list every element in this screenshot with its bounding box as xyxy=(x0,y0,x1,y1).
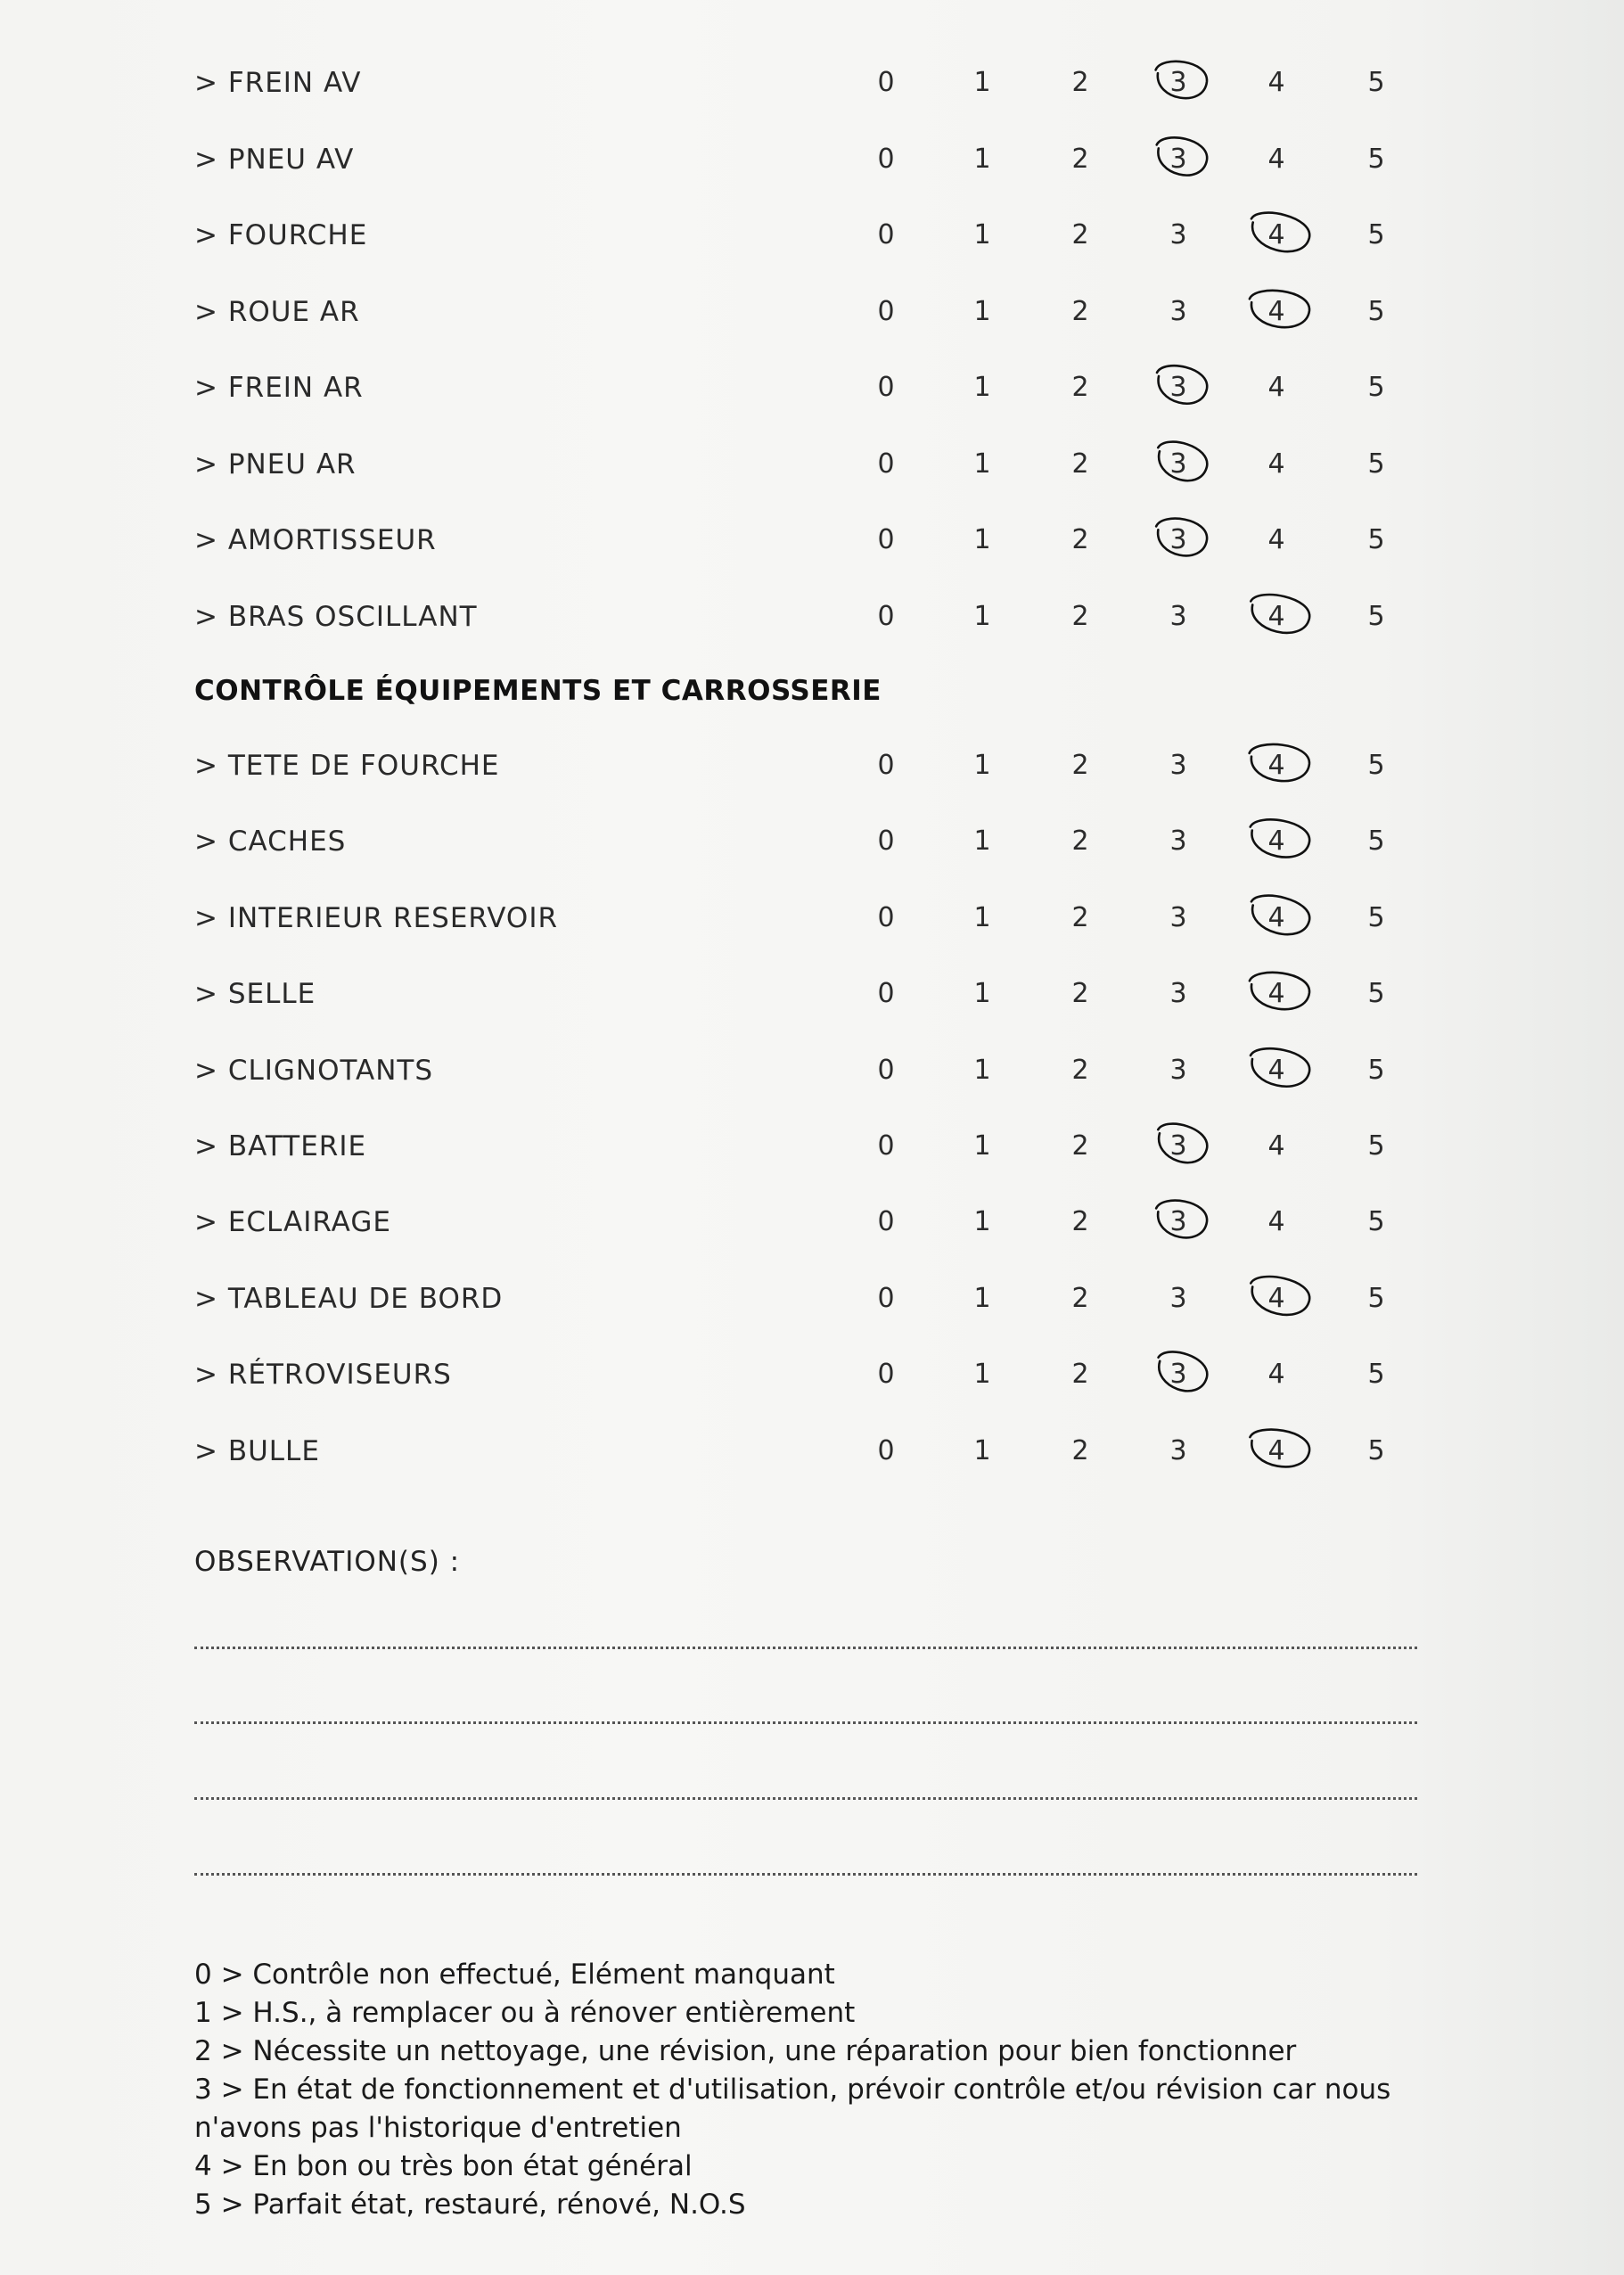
rating-option-5[interactable]: 5 xyxy=(1367,524,1385,555)
rating-option-3[interactable]: 3 xyxy=(1169,1206,1187,1238)
inspection-row xyxy=(0,815,1624,868)
rating-option-0[interactable]: 0 xyxy=(877,978,895,1010)
rating-option-1[interactable]: 1 xyxy=(973,448,991,480)
rating-option-0[interactable]: 0 xyxy=(877,219,895,250)
rating-option-4[interactable]: 4 xyxy=(1267,67,1285,98)
rating-option-3[interactable]: 3 xyxy=(1169,1282,1187,1314)
rating-option-2[interactable]: 2 xyxy=(1071,1130,1089,1162)
rating-option-0[interactable]: 0 xyxy=(877,600,895,632)
inspection-item-label: > FOURCHE xyxy=(194,219,368,251)
rating-option-5[interactable]: 5 xyxy=(1367,1206,1385,1238)
rating-option-1[interactable]: 1 xyxy=(973,219,991,250)
section-title: CONTRÔLE ÉQUIPEMENTS ET CARROSSERIE xyxy=(194,675,882,707)
rating-option-5[interactable]: 5 xyxy=(1367,143,1385,175)
rating-option-4[interactable]: 4 xyxy=(1267,524,1285,555)
inspection-row xyxy=(0,1272,1624,1326)
rating-option-4[interactable]: 4 xyxy=(1267,143,1285,175)
inspection-row xyxy=(0,1425,1624,1478)
rating-option-3[interactable]: 3 xyxy=(1169,372,1187,403)
inspection-row xyxy=(0,361,1624,415)
rating-option-0[interactable]: 0 xyxy=(877,67,895,98)
rating-option-1[interactable]: 1 xyxy=(973,978,991,1010)
observation-line xyxy=(194,1721,1417,1724)
rating-option-5[interactable]: 5 xyxy=(1367,219,1385,250)
rating-option-4[interactable]: 4 xyxy=(1267,901,1285,933)
rating-option-5[interactable]: 5 xyxy=(1367,1434,1385,1466)
rating-option-0[interactable]: 0 xyxy=(877,1434,895,1466)
inspection-item-label: > CLIGNOTANTS xyxy=(194,1054,434,1087)
legend-item: 2 > Nécessite un nettoyage, une révision, une réparation pour bien fonctionner xyxy=(194,2035,1297,2067)
inspection-item-label: > ECLAIRAGE xyxy=(194,1206,391,1239)
rating-option-0[interactable]: 0 xyxy=(877,372,895,403)
rating-option-2[interactable]: 2 xyxy=(1071,1359,1089,1391)
inspection-item-label: > BULLE xyxy=(194,1434,320,1467)
rating-option-5[interactable]: 5 xyxy=(1367,901,1385,933)
inspection-row xyxy=(0,967,1624,1021)
rating-option-2[interactable]: 2 xyxy=(1071,825,1089,858)
rating-option-0[interactable]: 0 xyxy=(877,1054,895,1086)
inspection-row xyxy=(0,1348,1624,1401)
rating-option-4[interactable]: 4 xyxy=(1267,825,1285,858)
rating-option-1[interactable]: 1 xyxy=(973,1282,991,1314)
rating-option-2[interactable]: 2 xyxy=(1071,1054,1089,1086)
rating-option-3[interactable]: 3 xyxy=(1169,448,1187,480)
rating-option-4[interactable]: 4 xyxy=(1267,1054,1285,1086)
rating-option-0[interactable]: 0 xyxy=(877,524,895,555)
rating-option-1[interactable]: 1 xyxy=(973,524,991,555)
inspection-item-label: > ROUE AR xyxy=(194,295,360,328)
rating-option-4[interactable]: 4 xyxy=(1267,1282,1285,1314)
rating-option-1[interactable]: 1 xyxy=(973,67,991,98)
inspection-row xyxy=(0,438,1624,491)
inspection-row xyxy=(0,739,1624,793)
rating-option-1[interactable]: 1 xyxy=(973,825,991,858)
rating-option-2[interactable]: 2 xyxy=(1071,372,1089,403)
rating-option-4[interactable]: 4 xyxy=(1267,295,1285,327)
inspection-row xyxy=(0,1120,1624,1173)
rating-option-2[interactable]: 2 xyxy=(1071,750,1089,781)
rating-option-2[interactable]: 2 xyxy=(1071,1282,1089,1314)
rating-option-0[interactable]: 0 xyxy=(877,143,895,175)
rating-option-1[interactable]: 1 xyxy=(973,295,991,327)
inspection-item-label: > INTERIEUR RESERVOIR xyxy=(194,901,559,934)
legend-item: 3 > En état de fonctionnement et d'utilisation, prévoir contrôle et/ou révision car nous n'avons pas l'historique d'entretien xyxy=(194,2074,1391,2144)
inspection-row xyxy=(0,891,1624,945)
observations-label: OBSERVATION(S) : xyxy=(194,1546,461,1578)
rating-option-2[interactable]: 2 xyxy=(1071,295,1089,327)
rating-option-1[interactable]: 1 xyxy=(973,1130,991,1162)
inspection-item-label: > BATTERIE xyxy=(194,1130,367,1162)
legend-item: 1 > H.S., à remplacer ou à rénover entièrement xyxy=(194,1997,856,2029)
rating-option-1[interactable]: 1 xyxy=(973,901,991,933)
inspection-item-label: > TETE DE FOURCHE xyxy=(194,750,500,782)
rating-option-3[interactable]: 3 xyxy=(1169,295,1187,327)
rating-option-5[interactable]: 5 xyxy=(1367,372,1385,403)
rating-option-0[interactable]: 0 xyxy=(877,750,895,781)
rating-option-1[interactable]: 1 xyxy=(973,600,991,632)
inspection-row xyxy=(0,513,1624,567)
inspection-row xyxy=(0,209,1624,262)
rating-option-2[interactable]: 2 xyxy=(1071,600,1089,632)
inspection-item-label: > RÉTROVISEURS xyxy=(194,1359,452,1392)
rating-option-2[interactable]: 2 xyxy=(1071,1434,1089,1466)
rating-option-3[interactable]: 3 xyxy=(1169,1054,1187,1086)
rating-option-0[interactable]: 0 xyxy=(877,448,895,480)
rating-option-2[interactable]: 2 xyxy=(1071,67,1089,98)
inspection-row xyxy=(0,285,1624,339)
inspection-item-label: > PNEU AR xyxy=(194,448,357,480)
rating-option-3[interactable]: 3 xyxy=(1169,143,1187,175)
rating-option-3[interactable]: 3 xyxy=(1169,901,1187,933)
inspection-row xyxy=(0,1195,1624,1249)
rating-option-1[interactable]: 1 xyxy=(973,750,991,781)
inspection-item-label: > AMORTISSEUR xyxy=(194,524,437,556)
inspection-item-label: > SELLE xyxy=(194,978,316,1011)
rating-option-4[interactable]: 4 xyxy=(1267,750,1285,781)
inspection-item-label: > TABLEAU DE BORD xyxy=(194,1282,504,1315)
rating-option-4[interactable]: 4 xyxy=(1267,372,1285,403)
rating-option-5[interactable]: 5 xyxy=(1367,825,1385,858)
rating-option-1[interactable]: 1 xyxy=(973,372,991,403)
legend-item: 5 > Parfait état, restauré, rénové, N.O.S xyxy=(194,2189,746,2221)
rating-option-2[interactable]: 2 xyxy=(1071,524,1089,555)
rating-option-4[interactable]: 4 xyxy=(1267,448,1285,480)
rating-option-3[interactable]: 3 xyxy=(1169,1130,1187,1162)
rating-option-5[interactable]: 5 xyxy=(1367,67,1385,98)
inspection-row xyxy=(0,56,1624,110)
rating-option-3[interactable]: 3 xyxy=(1169,1434,1187,1466)
inspection-row xyxy=(0,590,1624,644)
legend-item: 0 > Contrôle non effectué, Elément manquant xyxy=(194,1959,835,1991)
rating-option-2[interactable]: 2 xyxy=(1071,901,1089,933)
rating-option-1[interactable]: 1 xyxy=(973,1054,991,1086)
observation-line xyxy=(194,1873,1417,1876)
rating-option-5[interactable]: 5 xyxy=(1367,295,1385,327)
rating-option-1[interactable]: 1 xyxy=(973,1359,991,1391)
rating-option-4[interactable]: 4 xyxy=(1267,1434,1285,1466)
rating-option-3[interactable]: 3 xyxy=(1169,825,1187,858)
rating-option-0[interactable]: 0 xyxy=(877,1130,895,1162)
rating-option-1[interactable]: 1 xyxy=(973,1434,991,1466)
inspection-item-label: > CACHES xyxy=(194,825,347,858)
rating-option-3[interactable]: 3 xyxy=(1169,978,1187,1010)
inspection-row xyxy=(0,1044,1624,1097)
rating-option-4[interactable]: 4 xyxy=(1267,978,1285,1010)
rating-option-4[interactable]: 4 xyxy=(1267,1359,1285,1391)
rating-option-0[interactable]: 0 xyxy=(877,825,895,858)
rating-option-3[interactable]: 3 xyxy=(1169,600,1187,632)
inspection-item-label: > FREIN AV xyxy=(194,67,362,99)
rating-option-2[interactable]: 2 xyxy=(1071,1206,1089,1238)
rating-option-3[interactable]: 3 xyxy=(1169,750,1187,781)
observation-line xyxy=(194,1647,1417,1649)
rating-option-4[interactable]: 4 xyxy=(1267,219,1285,250)
inspection-item-label: > PNEU AV xyxy=(194,143,355,176)
rating-option-1[interactable]: 1 xyxy=(973,143,991,175)
rating-option-3[interactable]: 3 xyxy=(1169,1359,1187,1391)
rating-option-0[interactable]: 0 xyxy=(877,1359,895,1391)
rating-option-5[interactable]: 5 xyxy=(1367,448,1385,480)
rating-option-2[interactable]: 2 xyxy=(1071,978,1089,1010)
inspection-row xyxy=(0,133,1624,186)
rating-option-5[interactable]: 5 xyxy=(1367,1359,1385,1391)
rating-option-0[interactable]: 0 xyxy=(877,1282,895,1314)
rating-option-3[interactable]: 3 xyxy=(1169,67,1187,98)
rating-option-4[interactable]: 4 xyxy=(1267,1206,1285,1238)
rating-option-5[interactable]: 5 xyxy=(1367,750,1385,781)
rating-legend xyxy=(194,1956,1424,2224)
rating-option-1[interactable]: 1 xyxy=(973,1206,991,1238)
rating-option-3[interactable]: 3 xyxy=(1169,524,1187,555)
rating-option-5[interactable]: 5 xyxy=(1367,600,1385,632)
rating-option-2[interactable]: 2 xyxy=(1071,448,1089,480)
rating-option-5[interactable]: 5 xyxy=(1367,1130,1385,1162)
rating-option-2[interactable]: 2 xyxy=(1071,219,1089,250)
rating-option-4[interactable]: 4 xyxy=(1267,1130,1285,1162)
rating-option-0[interactable]: 0 xyxy=(877,901,895,933)
rating-option-5[interactable]: 5 xyxy=(1367,978,1385,1010)
rating-option-0[interactable]: 0 xyxy=(877,295,895,327)
rating-option-4[interactable]: 4 xyxy=(1267,600,1285,632)
rating-option-3[interactable]: 3 xyxy=(1169,219,1187,250)
inspection-item-label: > BRAS OSCILLANT xyxy=(194,600,478,633)
legend-item: 4 > En bon ou très bon état général xyxy=(194,2150,693,2182)
rating-option-5[interactable]: 5 xyxy=(1367,1282,1385,1314)
rating-option-5[interactable]: 5 xyxy=(1367,1054,1385,1086)
rating-option-0[interactable]: 0 xyxy=(877,1206,895,1238)
rating-option-2[interactable]: 2 xyxy=(1071,143,1089,175)
observation-line xyxy=(194,1797,1417,1800)
inspection-item-label: > FREIN AR xyxy=(194,372,364,404)
